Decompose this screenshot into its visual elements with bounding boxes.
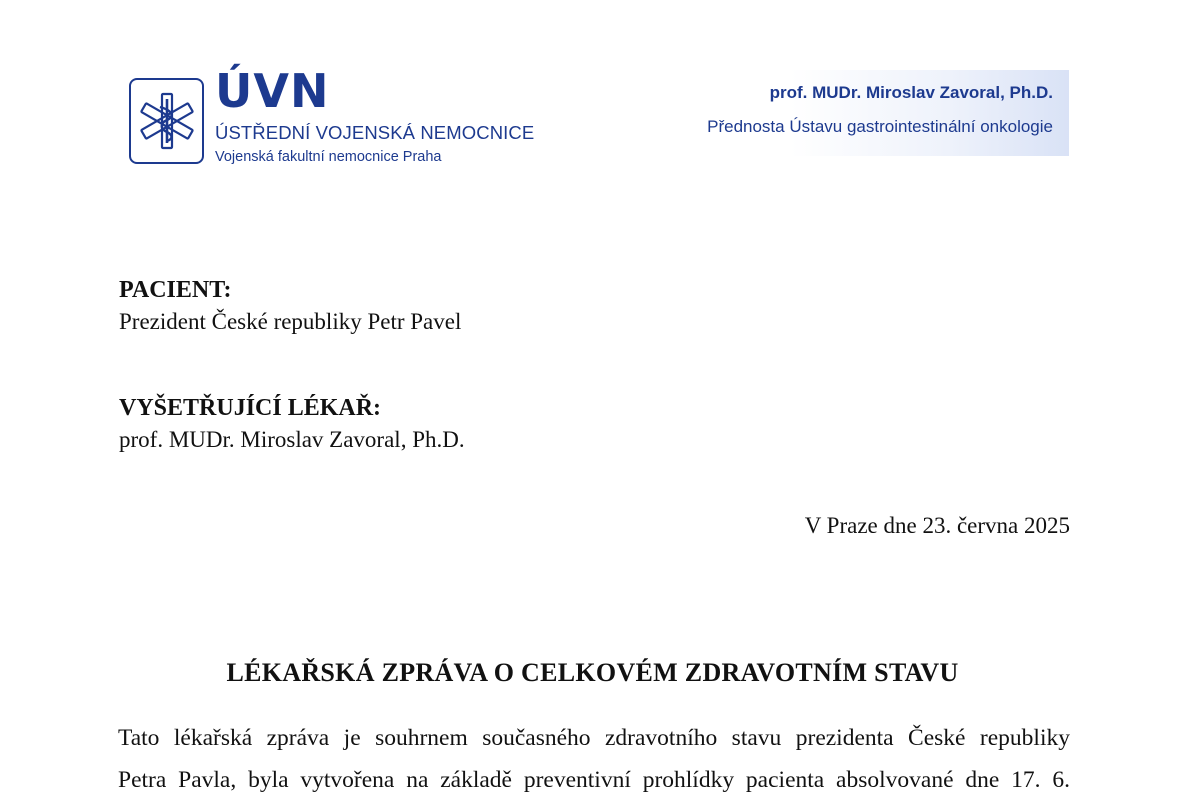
hospital-name: ÚSTŘEDNÍ VOJENSKÁ NEMOCNICE xyxy=(215,122,535,143)
patient-label: PACIENT: xyxy=(119,277,232,303)
hospital-logo xyxy=(129,64,549,166)
star-of-life-icon xyxy=(129,78,204,164)
star-of-life-icon-graphic xyxy=(134,88,200,154)
hospital-subname: Vojenská fakultní nemocnice Praha xyxy=(215,149,442,165)
report-body-line: Petra Pavla, byla vytvořena na základě preventivní prohlídky pacienta absolvované dne 17. 6. xyxy=(118,767,1070,793)
report-body-line: Tato lékařská zpráva je souhrnem současného zdravotního stavu prezidenta České republiky xyxy=(118,725,1070,751)
doctor-name: prof. MUDr. Miroslav Zavoral, Ph.D. xyxy=(769,83,1053,102)
doctor-letterhead xyxy=(640,70,1069,156)
examiner-value: prof. MUDr. Miroslav Zavoral, Ph.D. xyxy=(119,427,465,452)
date-line: V Praze dne 23. června 2025 xyxy=(804,513,1070,538)
doctor-role: Přednosta Ústavu gastrointestinální onkologie xyxy=(707,117,1053,136)
examiner-label: VYŠETŘUJÍCÍ LÉKAŘ: xyxy=(119,395,382,421)
report-title: LÉKAŘSKÁ ZPRÁVA O CELKOVÉM ZDRAVOTNÍM STAVU xyxy=(226,658,959,687)
logo-acronym: ÚVN xyxy=(215,64,330,118)
patient-value: Prezident České republiky Petr Pavel xyxy=(119,309,462,334)
